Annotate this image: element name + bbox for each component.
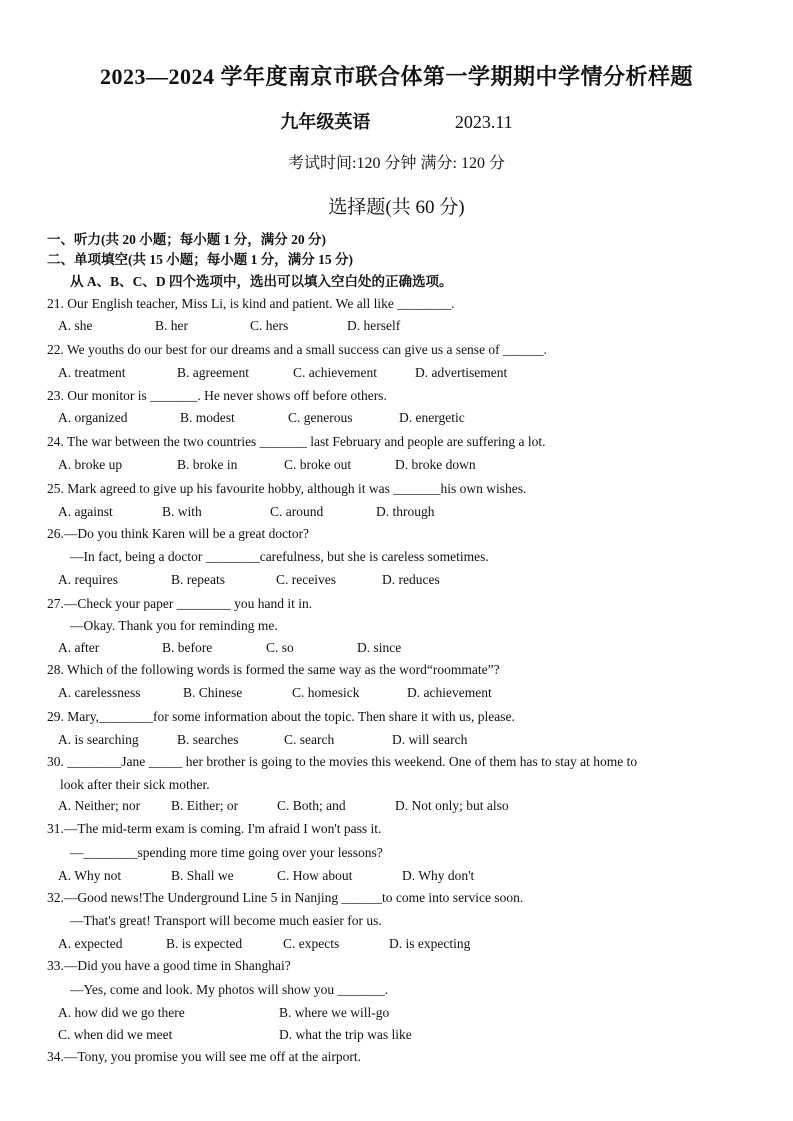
option-d: D. will search bbox=[392, 732, 468, 747]
option-b: B. before bbox=[162, 640, 213, 655]
question-stem: 31.—The mid-term exam is coming. I'm afraid I won't pass it. bbox=[47, 821, 382, 836]
option-c: C. around bbox=[270, 504, 324, 519]
option-b: B. with bbox=[162, 504, 202, 519]
option-c: C. How about bbox=[277, 868, 353, 883]
section-listening: 一、听力(共 20 小题；每小题 1 分，满分 20 分) bbox=[47, 232, 326, 247]
question-stem: 26.—Do you think Karen will be a great doctor? bbox=[47, 526, 310, 541]
option-b: B. is expected bbox=[166, 936, 243, 951]
option-d: D. achievement bbox=[407, 685, 492, 700]
option-a: A. how did we go there bbox=[58, 1005, 185, 1020]
option-a: A. requires bbox=[58, 572, 118, 587]
option-a: A. Neither; nor bbox=[58, 798, 141, 813]
question-stem: 27.—Check your paper ________ you hand it in. bbox=[47, 596, 313, 611]
option-d: D. Why don't bbox=[402, 868, 475, 883]
option-b: B. repeats bbox=[171, 572, 225, 587]
question-reply: —Okay. Thank you for reminding me. bbox=[70, 618, 278, 633]
option-d: D. what the trip was like bbox=[279, 1027, 412, 1042]
option-d: D. advertisement bbox=[415, 365, 508, 380]
section-instruction: 从 A、B、C、D 四个选项中，选出可以填入空白处的正确选项。 bbox=[70, 274, 453, 289]
question-stem: 30. ________Jane _____ her brother is going to the movies this weekend. One of them has to stay at home to bbox=[47, 754, 638, 769]
question-options bbox=[58, 685, 492, 701]
option-d: D. reduces bbox=[382, 572, 440, 587]
question-reply: —That's great! Transport will become much easier for us. bbox=[70, 913, 382, 928]
option-b: B. modest bbox=[180, 410, 235, 425]
exam-title: 2023—2024 学年度南京市联合体第一学期期中学情分析样题 bbox=[99, 64, 693, 89]
question-options bbox=[58, 572, 440, 588]
exam-date: 2023.11 bbox=[454, 112, 513, 132]
question-options bbox=[58, 732, 467, 748]
option-c: C. homesick bbox=[292, 685, 360, 700]
option-c: C. generous bbox=[288, 410, 353, 425]
option-d: D. Not only; but also bbox=[395, 798, 509, 813]
option-b: B. Shall we bbox=[171, 868, 234, 883]
option-b: B. where we will-go bbox=[279, 1005, 390, 1020]
option-d: D. through bbox=[376, 504, 435, 519]
question-options bbox=[58, 936, 470, 952]
option-a: A. Why not bbox=[58, 868, 122, 883]
option-a: A. she bbox=[58, 318, 93, 333]
option-c: C. expects bbox=[283, 936, 340, 951]
option-b: B. broke in bbox=[177, 457, 238, 472]
exam-time-info: 考试时间:120 分钟 满分: 120 分 bbox=[288, 155, 505, 172]
option-a: A. is searching bbox=[58, 732, 139, 747]
subject-label: 九年级英语 bbox=[280, 112, 371, 132]
question-options bbox=[58, 457, 476, 473]
option-d: D. herself bbox=[347, 318, 401, 333]
question-options bbox=[58, 868, 474, 884]
option-b: B. searches bbox=[177, 732, 239, 747]
question-stem: 23. Our monitor is _______. He never shows off before others. bbox=[47, 388, 387, 403]
question-options bbox=[58, 1027, 412, 1043]
option-b: B. her bbox=[155, 318, 188, 333]
option-d: D. energetic bbox=[399, 410, 465, 425]
option-a: A. organized bbox=[58, 410, 128, 425]
question-stem-continued: look after their sick mother. bbox=[60, 777, 210, 792]
part-name: 选择题(共 60 分) bbox=[328, 197, 465, 218]
question-reply: —________spending more time going over your lessons? bbox=[70, 845, 383, 860]
exam-subtitle bbox=[0, 108, 793, 134]
question-options bbox=[58, 410, 465, 426]
question-options bbox=[58, 798, 509, 814]
option-b: B. agreement bbox=[177, 365, 249, 380]
question-stem: 28. Which of the following words is formed the same way as the word“roommate”? bbox=[47, 662, 500, 677]
question-stem: 32.—Good news!The Underground Line 5 in Nanjing ______to come into service soon. bbox=[47, 890, 524, 905]
option-a: A. broke up bbox=[58, 457, 123, 472]
question-stem: 33.—Did you have a good time in Shanghai? bbox=[47, 958, 291, 973]
option-c: C. broke out bbox=[284, 457, 352, 472]
question-stem: 22. We youths do our best for our dreams and a small success can give us a sense of ______. bbox=[47, 342, 547, 357]
question-stem: 24. The war between the two countries _______ last February and people are suffering a lot. bbox=[47, 434, 546, 449]
question-stem: 21. Our English teacher, Miss Li, is kind and patient. We all like ________. bbox=[47, 296, 455, 311]
section-single-choice: 二、单项填空(共 15 小题；每小题 1 分，满分 15 分) bbox=[47, 252, 353, 267]
question-stem: 25. Mark agreed to give up his favourite hobby, although it was _______his own wishes. bbox=[47, 481, 527, 496]
option-c: C. hers bbox=[250, 318, 289, 333]
question-options bbox=[58, 640, 401, 656]
question-stem: 29. Mary,________for some information about the topic. Then share it with us, please. bbox=[47, 709, 515, 724]
question-options bbox=[58, 318, 400, 334]
option-a: A. carelessness bbox=[58, 685, 141, 700]
option-b: B. Chinese bbox=[183, 685, 243, 700]
option-a: A. after bbox=[58, 640, 100, 655]
option-c: C. when did we meet bbox=[58, 1027, 173, 1042]
option-a: A. treatment bbox=[58, 365, 126, 380]
question-reply: —In fact, being a doctor ________carefulness, but she is careless sometimes. bbox=[70, 549, 489, 564]
question-options bbox=[58, 504, 435, 520]
option-c: C. achievement bbox=[293, 365, 377, 380]
option-c: C. search bbox=[284, 732, 335, 747]
option-c: C. receives bbox=[276, 572, 336, 587]
question-stem: 34.—Tony, you promise you will see me off at the airport. bbox=[47, 1049, 361, 1064]
option-d: D. is expecting bbox=[389, 936, 471, 951]
option-c: C. Both; and bbox=[277, 798, 346, 813]
question-options bbox=[58, 365, 507, 381]
question-reply: —Yes, come and look. My photos will show you _______. bbox=[70, 982, 389, 997]
option-d: D. broke down bbox=[395, 457, 476, 472]
option-a: A. expected bbox=[58, 936, 123, 951]
option-b: B. Either; or bbox=[171, 798, 239, 813]
option-d: D. since bbox=[357, 640, 402, 655]
option-a: A. against bbox=[58, 504, 113, 519]
question-options bbox=[58, 1005, 389, 1021]
option-c: C. so bbox=[266, 640, 294, 655]
